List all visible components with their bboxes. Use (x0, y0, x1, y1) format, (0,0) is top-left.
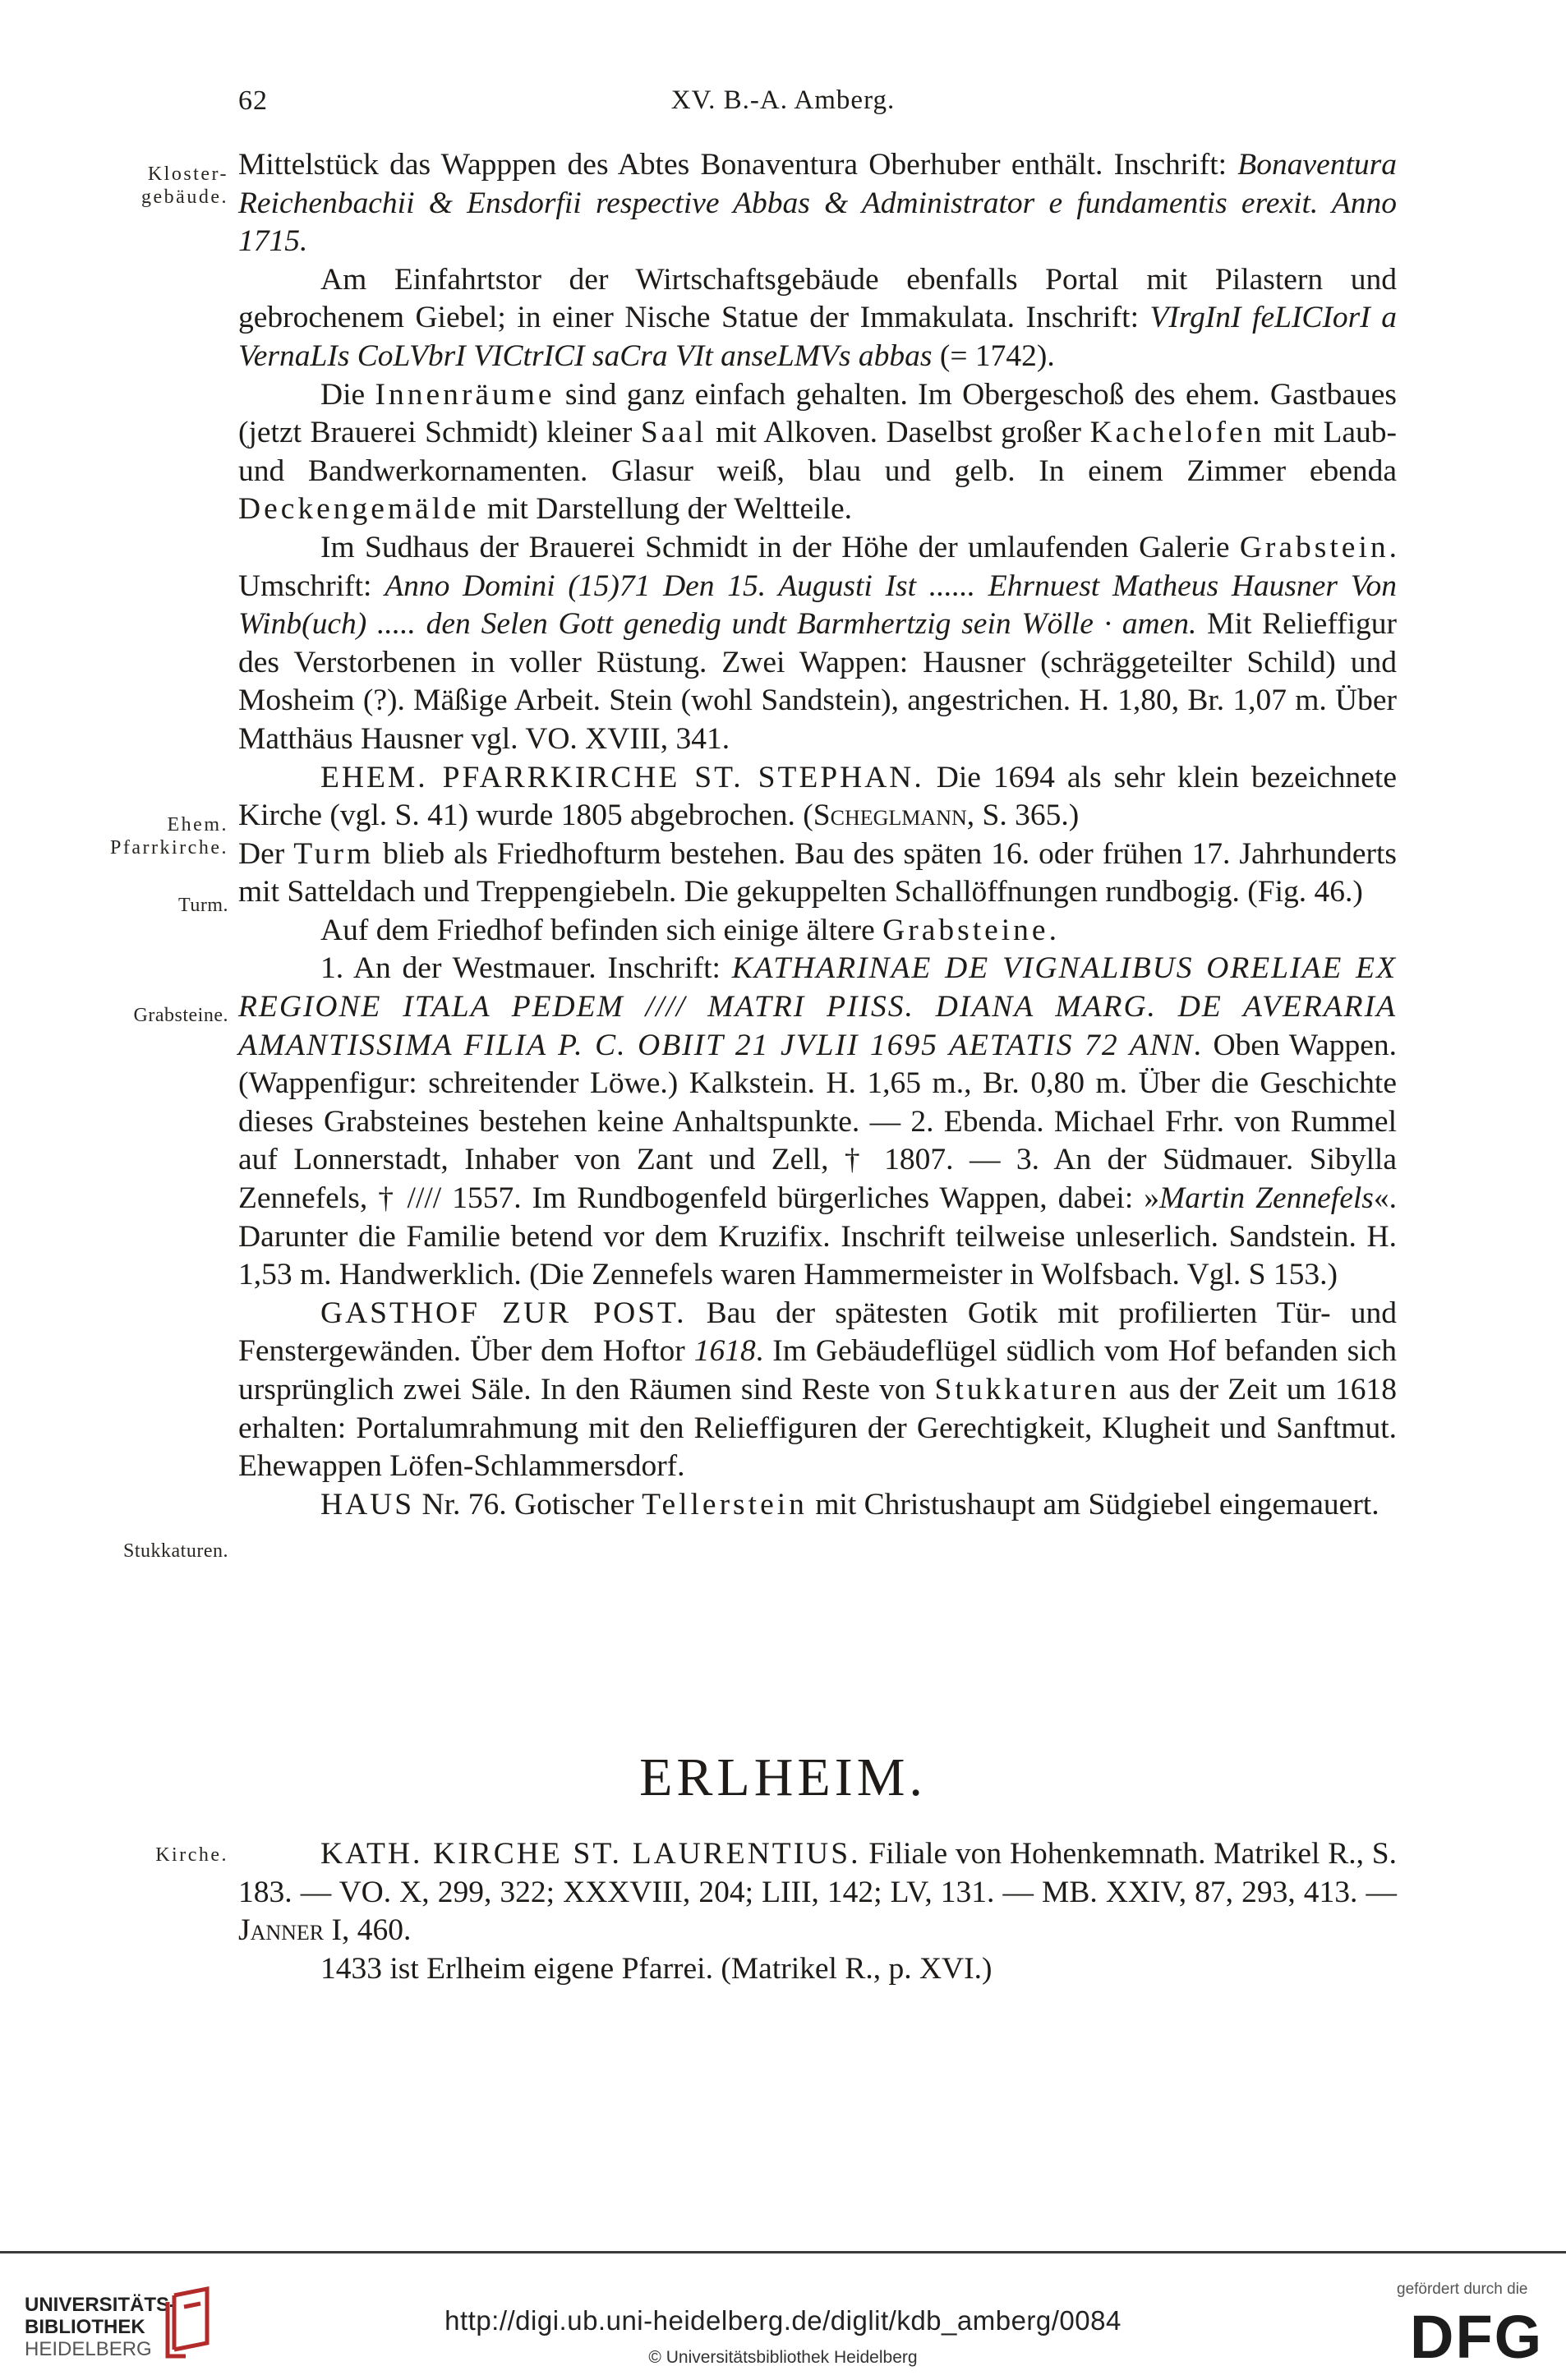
text-run: Nr. 76. Gotischer (414, 1487, 643, 1521)
text-run: 1. An der Westmauer. Inschrift: (320, 951, 732, 986)
footer-divider (0, 2251, 1566, 2253)
paragraph (238, 529, 1397, 759)
footer (0, 2251, 1566, 2380)
text-run: Mit Relieffigur des Verstorbenen in voller Rüstung. Zwei Wappen: Hausner (schräggeteilter Schild) und Mosheim (?). Mäßige Arbeit. Stein (wohl Sandstein), angestrichen. H. 1,80, Br. 1,07 m. Über Matthäus Hausner vgl. VO. XVIII, 341. (238, 607, 1397, 756)
copyright-notice: © Universitätsbibliothek Heidelberg (648, 2348, 918, 2367)
spaced-term: Turm (293, 836, 375, 871)
text-run: . (1048, 913, 1057, 947)
text-run: mit Christushaupt am Südgiebel eingemauert. (807, 1487, 1379, 1521)
text-run: Die 1694 als sehr klein bezeichnete Kirche (vgl. S. 41) wurde 1805 abgebrochen. ( (238, 760, 1397, 833)
text-run: I, 460. (324, 1913, 412, 1948)
text-run: aus der Zeit um 1618 erhalten: Portalumrahmung mit den Relieffiguren der Gerechtigkeit, Klugheit und Sanftmut. Ehewappen Löfen-Schlammersdorf. (238, 1373, 1397, 1484)
text-run: Filiale von Hohenkemnath. Matrikel R., S. 183. — VO. X, 299, 322; XXXVIII, 204; LIII, 142; LV, 131. — MB. XXIV, 87, 293, 413. — (238, 1837, 1397, 1909)
marginal-note-kirche: Kirche. (155, 1844, 228, 1866)
text-run: mit Laub- und Bandwerkornamenten. Glasur weiß, blau und gelb. In einem Zimmer ebenda (238, 416, 1397, 488)
marginal-note-turm: Turm. (178, 895, 228, 916)
paragraph (238, 146, 1397, 261)
sponsor-text: gefördert durch die (1397, 2281, 1528, 2298)
inscription-text: Anno Domini (15)71 Den 15. Augusti Ist ...... Ehrnuest Matheus Hausner Von Winb(uch) ..... den Selen Gott genedig undt Barmhertzig sein Wölle · amen. (238, 569, 1397, 642)
paragraph (238, 261, 1397, 376)
section-title-inline: GASTHOF ZUR POST. (320, 1296, 687, 1330)
page-header (0, 85, 1566, 135)
section-title-inline: HAUS (320, 1487, 415, 1521)
text-run: Oben Wappen. (Wappenfigur: schreitender Löwe.) Kalkstein. H. 1,65 m., Br. 0,80 m. Über die Geschichte dieses Grabsteines bestehen keine Anhaltspunkte. — 2. Ebenda. Michael Frhr. von Rummel auf Lonnerstadt, Inhaber von Zant und Zell, † 1807. — 3. An der Südmauer. Sibylla Zennefels, † //// 1557. Im Rundbogenfeld bürgerliches Wappen, dabei: » (238, 1028, 1397, 1216)
section-heading: ERLHEIM. (639, 1747, 927, 1807)
spaced-term: Kachelofen (1089, 416, 1265, 450)
text-run: sind ganz einfach gehalten. Im Obergeschoß des ehem. Gastbaues (jetzt Brauerei Schmidt) kleiner (238, 377, 1397, 450)
inscription-text: KATHARINAE DE VIGNALIBUS ORELIAE EX REGIONE ITALA PEDEM //// MATRI PIISS. DIANA MARG. DE AVERARIA AMANTISSIMA FILIA P. C. OBIIT 21 JVLII 1695 AETATIS 72 ANN. (238, 951, 1397, 1062)
text-run: Mittelstück das Wapppen des Abtes Bonaventura Oberhuber enthält. Inschrift: (238, 148, 1238, 182)
paragraph (238, 1295, 1397, 1486)
marginal-note-klostergebaeude (72, 163, 228, 209)
text-run: Im Sudhaus der Brauerei Schmidt in der Höhe der umlaufenden Galerie (320, 530, 1240, 564)
marginal-note-pfarrkirche (72, 813, 228, 859)
inscription-text: VIrgInI feLICIorI a VernaLIs CoLVbrI VICtrICI saCra VIt anseLMVs abbas (238, 301, 1397, 373)
body-text-upper (238, 146, 1397, 1524)
inscription-text: 1618 (693, 1334, 756, 1369)
citation-link[interactable]: http://digi.ub.uni-heidelberg.de/diglit/kdb_amberg/0084 (444, 2305, 1122, 2336)
paragraph (238, 376, 1397, 529)
text-run: Die (320, 377, 375, 412)
spaced-term: Deckengemälde (238, 492, 480, 527)
spaced-term: Grabstein (1239, 530, 1389, 564)
text-run: , S. 365.) (966, 799, 1080, 833)
paragraph (238, 1486, 1397, 1525)
text-run: Der (238, 836, 294, 871)
marginal-note-line: Ehem. (167, 814, 228, 836)
paragraph: 1433 ist Erlheim eigene Pfarrei. (Matrikel R., p. XVI.) (320, 1951, 993, 1986)
text-run: blieb als Friedhofturm bestehen. Bau des späten 16. oder frühen 17. Jahrhunderts mit Satteldach und Treppengiebeln. Die gekuppelten Schallöffnungen rundbogig. (Fig. 46.) (238, 836, 1397, 909)
section-title-inline: EHEM. PFARRKIRCHE ST. STEPHAN. (320, 760, 924, 794)
dfg-logo: DFG (1410, 2303, 1544, 2371)
text-run: mit Alkoven. Daselbst großer (707, 416, 1090, 450)
marginal-note-line: gebäude. (141, 186, 228, 208)
inscription-text: Bonaventura Reichenbachii & Ensdorfii respective Abbas & Administrator e fundamentis erexit. Anno 1715. (238, 148, 1397, 259)
author-name: Scheglmann (813, 799, 967, 833)
marginal-note-grabsteine: Grabsteine. (133, 1005, 228, 1026)
text-run: «. Darunter die Familie betend vor dem Kruzifix. Inschrift teilweise unleserlich. Sandstein. H. 1,53 m. Handwerklich. (Die Zennefels waren Hammermeister in Wolfsbach. Vgl. S 153.) (238, 1181, 1397, 1292)
text-run: Bau der spätesten Gotik mit profilierten Tür- und Fenstergewänden. Über dem Hoftor (238, 1296, 1397, 1369)
inscription-text: Martin Zennefels (1159, 1181, 1374, 1216)
marginal-note-stukkaturen: Stukkaturen. (123, 1540, 228, 1562)
library-name-line: BIBLIOTHEK (25, 2316, 145, 2338)
paragraph (238, 759, 1397, 836)
running-head: XV. B.-A. Amberg. (670, 85, 896, 115)
author-name: Janner (238, 1913, 325, 1948)
section-title-inline: KATH. KIRCHE ST. LAURENTIUS. (320, 1837, 861, 1871)
text-run: Auf dem Friedhof befinden sich einige ältere (320, 913, 883, 947)
paragraph (238, 950, 1397, 1294)
spaced-term: Grabsteine (882, 913, 1049, 947)
text-run: mit Darstellung der Weltteile. (479, 492, 853, 527)
spaced-term: Innenräume (375, 377, 555, 412)
marginal-note-line: Kloster- (147, 163, 228, 185)
body-text-lower (238, 1835, 1397, 1988)
spaced-term: Saal (640, 416, 707, 450)
text-run: . Im Gebäudeflügel südlich vom Hof befanden sich ursprünglich zwei Säle. In den Räumen sind Reste von (238, 1334, 1398, 1406)
library-name-line: UNIVERSITÄTS- (25, 2294, 177, 2316)
text-run: (= 1742). (932, 338, 1055, 373)
library-name-line: HEIDELBERG (25, 2338, 152, 2360)
marginal-note-line: Pfarrkirche. (110, 837, 228, 859)
text-run: Am Einfahrtstor der Wirtschaftsgebäude ebenfalls Portal mit Pilastern und gebrochenem Giebel; in einer Nische Statue der Immakulata. Inschrift: (238, 262, 1397, 335)
spaced-term: Tellerstein (642, 1487, 808, 1521)
paragraph (238, 1835, 1397, 1950)
spaced-term: Stukkaturen (934, 1373, 1120, 1406)
page-number: 62 (238, 85, 268, 116)
paragraph (238, 912, 1397, 951)
paragraph (238, 836, 1397, 912)
text-run: . Umschrift: (238, 530, 1397, 603)
